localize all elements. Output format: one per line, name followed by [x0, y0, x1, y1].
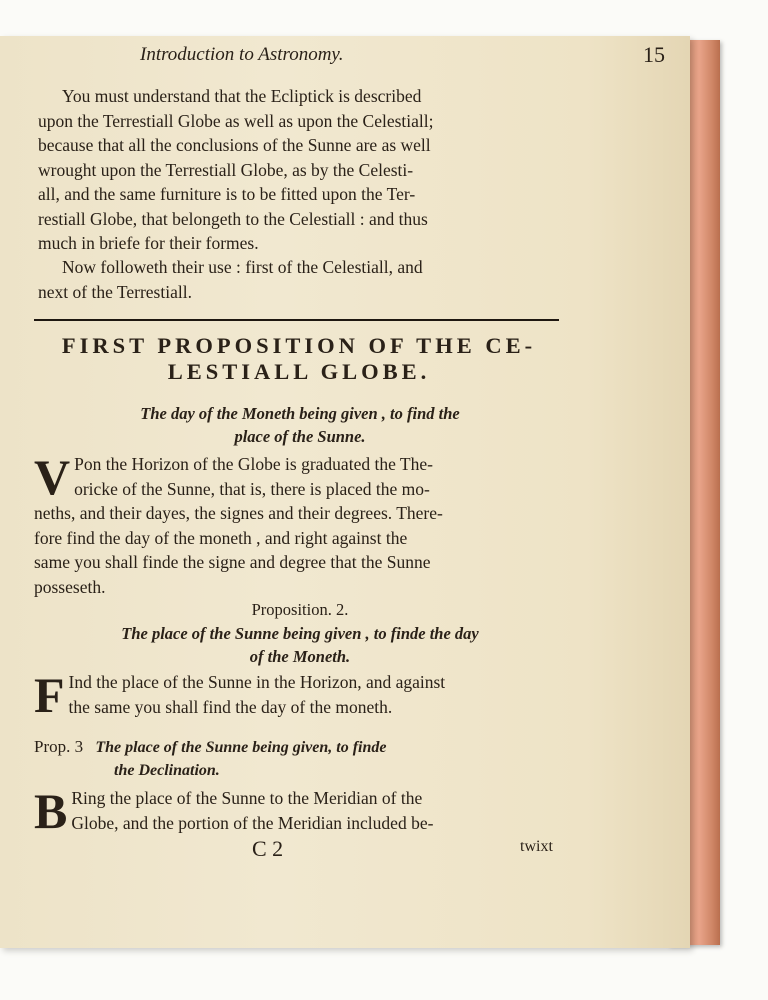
- section-heading: [38, 333, 560, 385]
- page-text: [0, 36, 690, 948]
- text-line: posseseth.: [34, 576, 106, 597]
- proposition-2-title: [40, 622, 560, 668]
- heading-line: LESTIALL GLOBE.: [167, 359, 431, 384]
- title-line: The place of the Sunne being given , to finde the day: [121, 624, 479, 643]
- text-line: upon the Terrestiall Globe as well as upon the Celestiall;: [38, 110, 434, 131]
- title-line: the Declination.: [114, 762, 220, 779]
- catchword: twixt: [520, 838, 553, 855]
- text-line: much in briefe for their formes.: [38, 233, 259, 253]
- drop-cap: B: [34, 783, 68, 839]
- title-line: place of the Sunne.: [234, 427, 366, 446]
- intro-paragraph: [38, 84, 562, 256]
- text-line: restiall Globe, that belongeth to the Celestiall : and thus: [38, 208, 428, 229]
- text-line: Globe, and the portion of the Meridian included be-: [71, 812, 434, 833]
- use-paragraph: [38, 255, 562, 304]
- page-number: 15: [643, 42, 665, 67]
- text-line: wrought upon the Terrestiall Globe, as by the Celesti-: [38, 159, 414, 180]
- proposition-1-body: [34, 449, 562, 599]
- text-line: neths, and their dayes, the signes and their degrees. There-: [34, 503, 443, 523]
- proposition-3-label: Prop. 3: [34, 737, 84, 756]
- label-line: Proposition. 2.: [251, 600, 349, 619]
- text-line: the same you shall find the day of the moneth.: [68, 696, 393, 717]
- title-line: of the Moneth.: [249, 647, 351, 666]
- proposition-2-body: [34, 667, 562, 723]
- text-line: You must understand that the Ecliptick is described: [62, 86, 422, 106]
- text-line: Ring the place of the Sunne to the Meridian of the: [71, 788, 423, 808]
- text-line: Now followeth their use : first of the Celestiall, and: [62, 257, 423, 277]
- proposition-3-heading: [34, 735, 564, 782]
- proposition-2-label: [40, 598, 560, 621]
- text-line: Ind the place of the Sunne in the Horizon, and against: [68, 672, 446, 692]
- proposition-3-body: [34, 783, 562, 839]
- text-line: because that all the conclusions of the Sunne are as well: [38, 135, 431, 155]
- proposition-1-title: [40, 402, 560, 448]
- heading-line: FIRST PROPOSITION OF THE CE-: [61, 333, 537, 358]
- running-head-title: Introduction to Astronomy.: [140, 44, 344, 65]
- title-line: The place of the Sunne being given, to finde: [95, 739, 387, 756]
- title-line: The day of the Moneth being given , to find the: [140, 404, 460, 423]
- section-rule: [34, 319, 559, 321]
- text-line: Pon the Horizon of the Globe is graduated the The-: [74, 454, 433, 474]
- signature-mark: C 2: [252, 836, 284, 861]
- book-page: [0, 36, 690, 948]
- text-line: all, and the same furniture is to be fitted upon the Ter-: [38, 184, 416, 204]
- text-line: fore find the day of the moneth , and right against the: [34, 527, 408, 548]
- text-line: oricke of the Sunne, that is, there is placed the mo-: [74, 478, 430, 499]
- drop-cap: V: [34, 449, 71, 505]
- text-line: next of the Terrestiall.: [38, 281, 192, 302]
- drop-cap: F: [34, 667, 65, 723]
- text-line: same you shall finde the signe and degree that the Sunne: [34, 552, 431, 572]
